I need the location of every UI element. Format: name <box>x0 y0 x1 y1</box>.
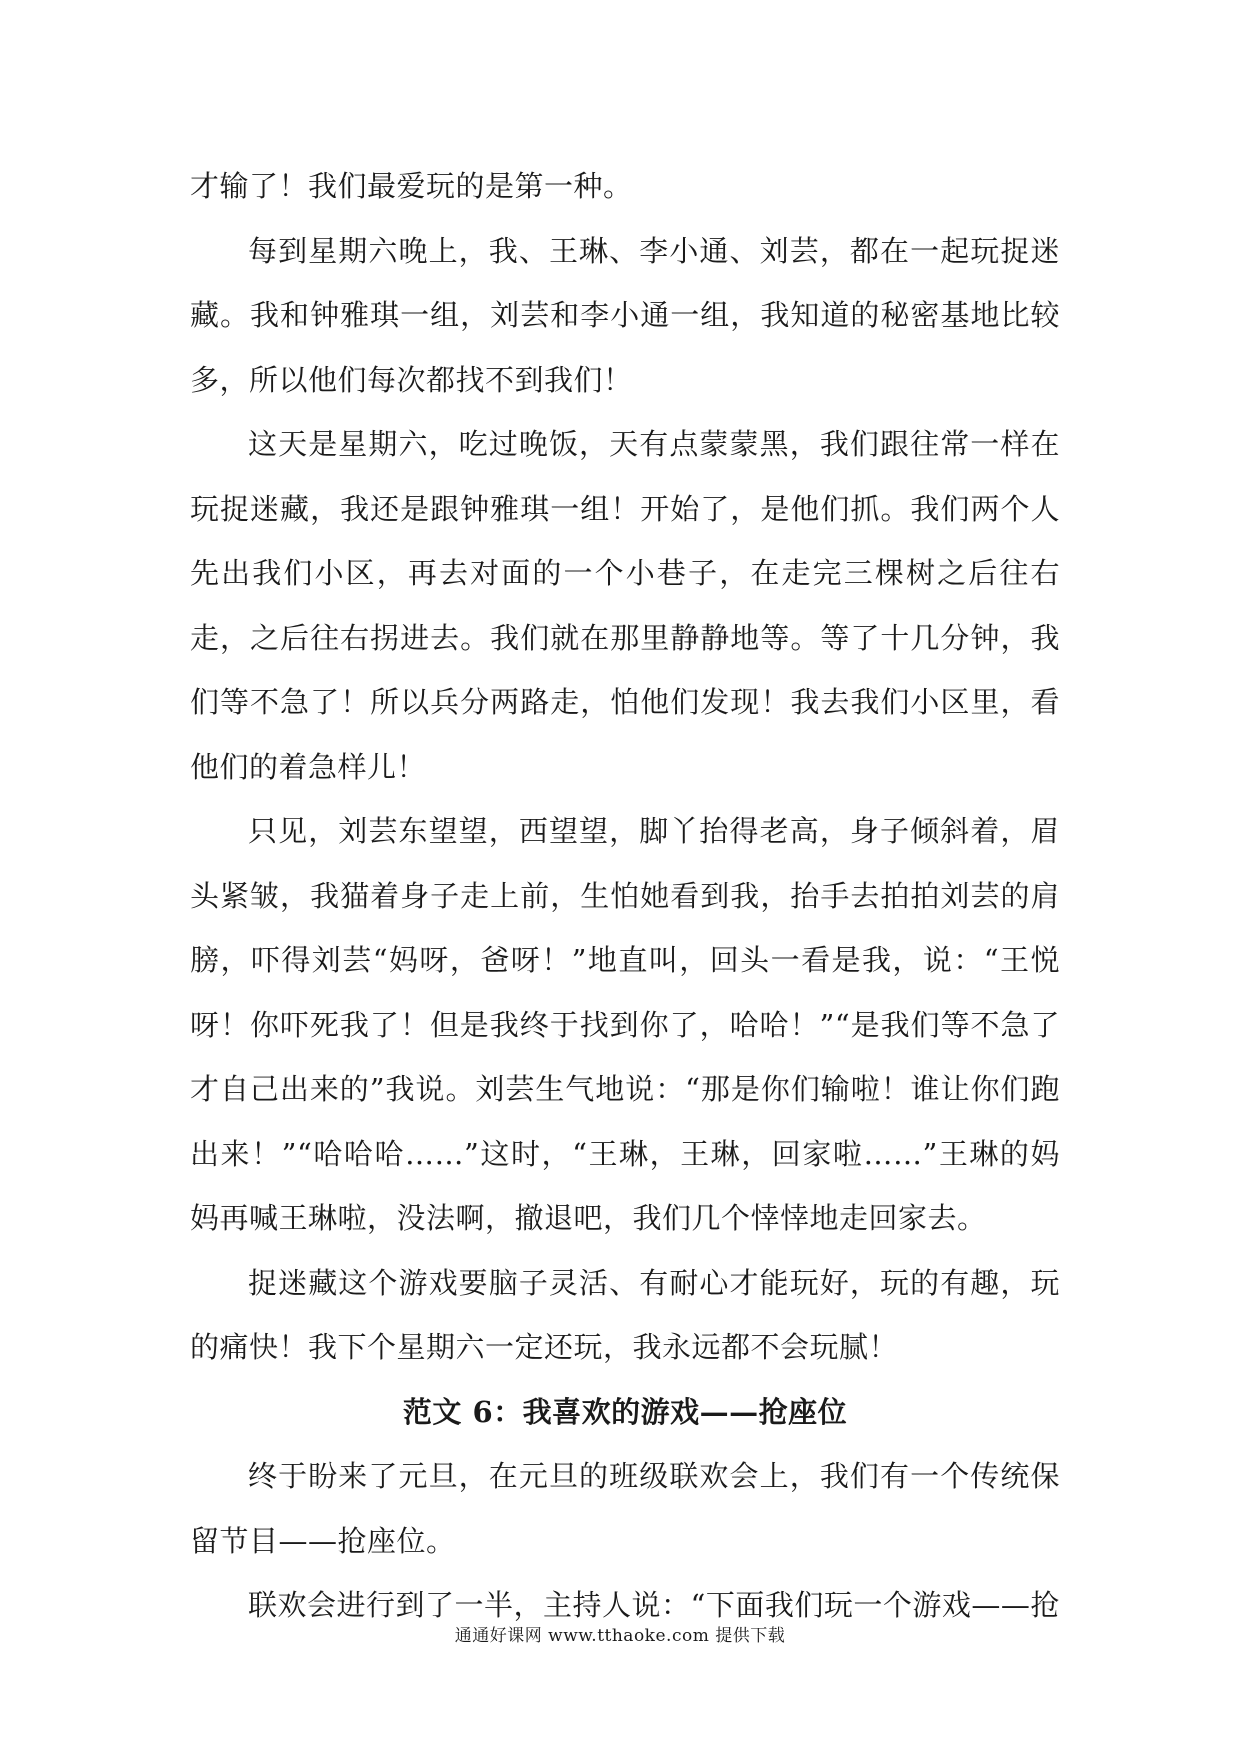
document-body <box>190 154 1060 1638</box>
paragraph: 这天是星期六，吃过晚饭，天有点蒙蒙黑，我们跟往常一样在玩捉迷藏，我还是跟钟雅琪一组！开始了，是他们抓。我们两个人先出我们小区，再去对面的一个小巷子，在走完三棵树之后往右走，之后往右拐进去。我们就在那里静静地等。等了十几分钟，我们等不急了！所以兵分两路走，怕他们发现！我去我们小区里，看他们的着急样儿！ <box>190 427 1060 784</box>
paragraph: 只见，刘芸东望望，西望望，脚丫抬得老高，身子倾斜着，眉头紧皱，我猫着身子走上前，生怕她看到我，抬手去拍拍刘芸的肩膀，吓得刘芸“妈呀，爸呀！”地直叫，回头一看是我，说：“王悦呀！你吓死我了！但是我终于找到你了，哈哈！”“是我们等不急了才自己出来的”我说。刘芸生气地说：“那是你们输啦！谁让你们跑出来！”“哈哈哈……”这时，“王琳，王琳，回家啦……”王琳的妈妈再喊王琳啦，没法啊，撤退吧，我们几个悻悻地走回家去。 <box>190 814 1060 1235</box>
paragraph: 每到星期六晚上，我、王琳、李小通、刘芸，都在一起玩捉迷藏。我和钟雅琪一组，刘芸和李小通一组，我知道的秘密基地比较多，所以他们每次都找不到我们！ <box>190 233 1060 397</box>
paragraph: 捉迷藏这个游戏要脑子灵活、有耐心才能玩好，玩的有趣，玩的痛快！我下个星期六一定还玩，我永远都不会玩腻！ <box>190 1265 1060 1364</box>
page-footer: 通通好课网 www.tthaoke.com 提供下载 <box>454 1626 786 1646</box>
paragraph: 终于盼来了元旦，在元旦的班级联欢会上，我们有一个传统保留节目——抢座位。 <box>190 1459 1060 1558</box>
paragraph: 联欢会进行到了一半，主持人说：“下面我们玩一个游戏——抢 <box>248 1588 1060 1622</box>
paragraph-continued: 才输了！我们最爱玩的是第一种。 <box>190 169 633 203</box>
section-title: 范文 6：我喜欢的游戏——抢座位 <box>402 1394 848 1429</box>
